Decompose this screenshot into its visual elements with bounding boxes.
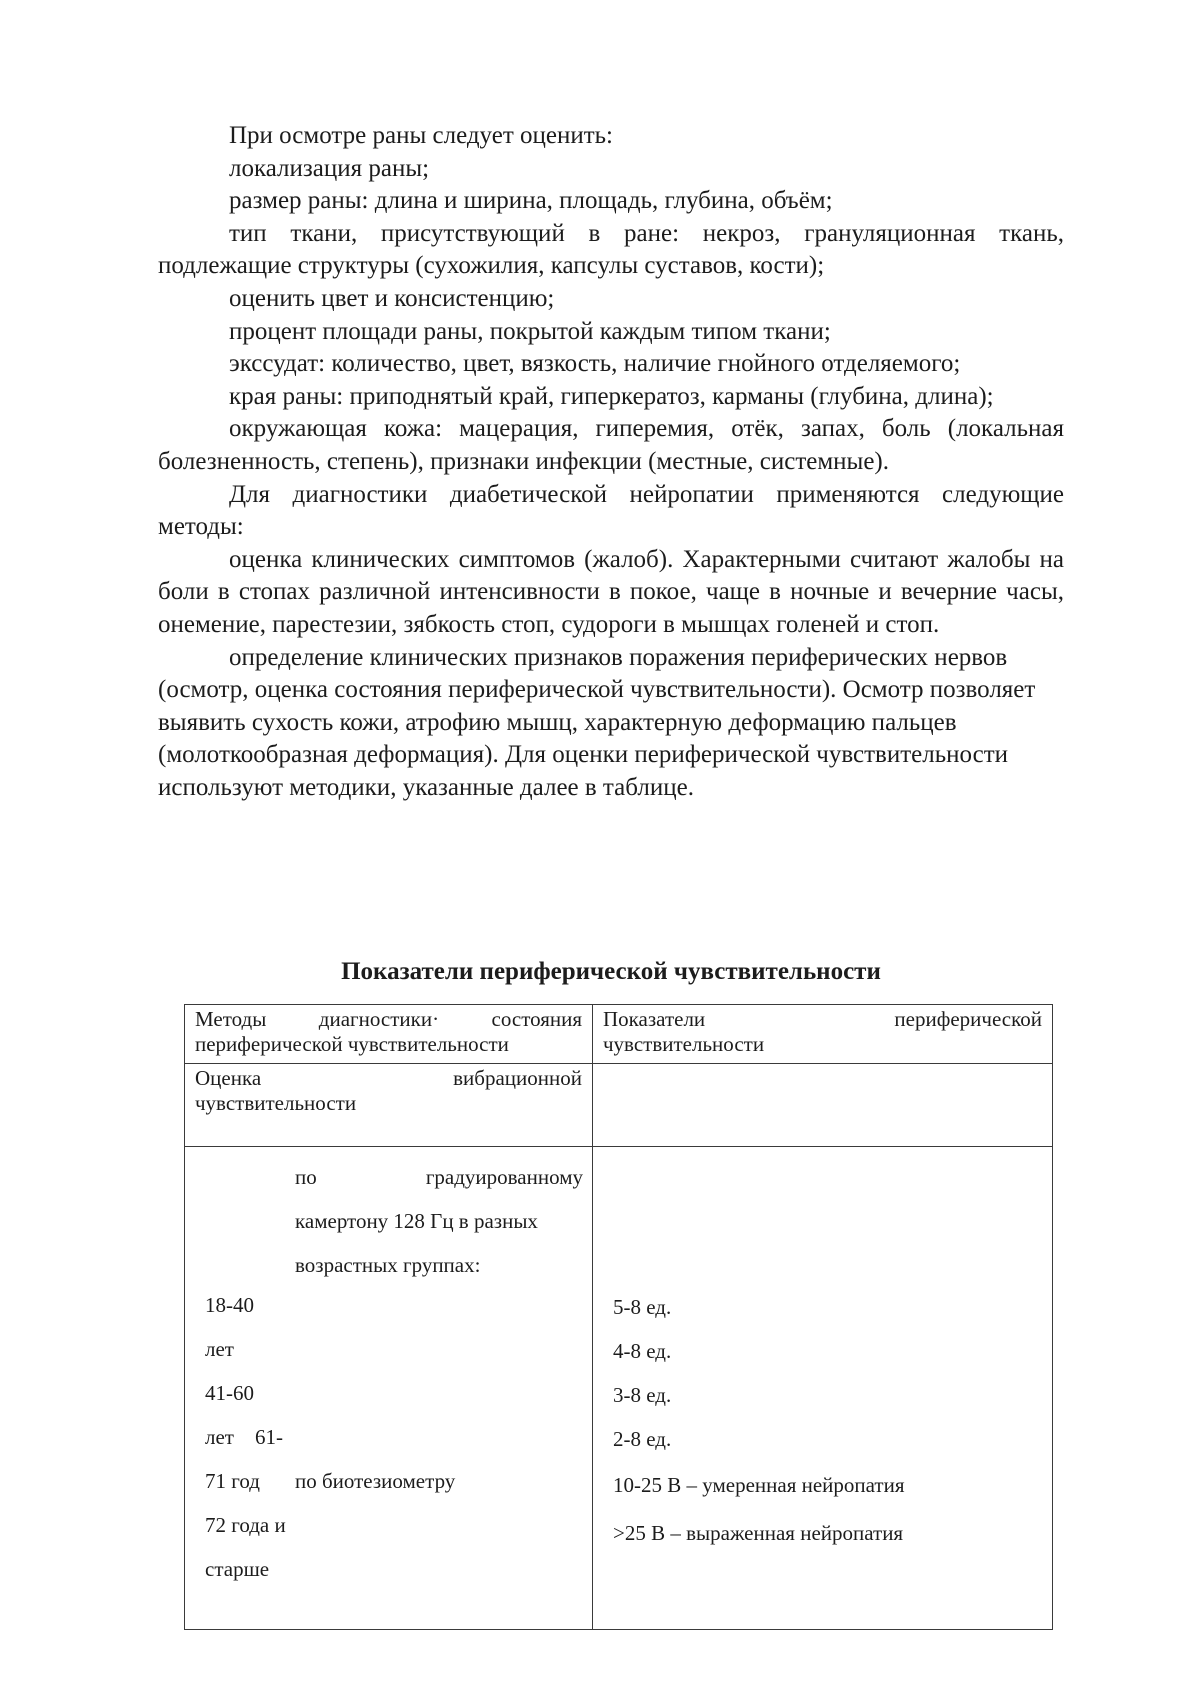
vibration-cell xyxy=(185,1064,593,1147)
value-text: 10-25 В – умеренная нейропатия xyxy=(613,1473,905,1497)
paragraph: определение клинических признаков поражения периферических нервов (осмотр, оценка состояния периферической чувствительности). Осмотр позволяет выявить сухость кожи, атрофию мышц, характерную деформацию пальцев (молоткообразная деформация). Для оценки периферической чувствительности используют методики, указанные далее в таблице. xyxy=(158,643,1036,801)
table-row xyxy=(185,1064,1053,1147)
paragraph: процент площади раны, покрытой каждым типом ткани; xyxy=(229,317,831,345)
vibration-line: чувствительности xyxy=(195,1091,357,1115)
tuning-fork-text xyxy=(295,1155,583,1287)
empty-cell xyxy=(593,1064,1053,1147)
age-group-text: 72 года и xyxy=(205,1513,286,1537)
value-text: >25 В – выраженная нейропатия xyxy=(613,1521,904,1545)
paragraph: оценить цвет и консистенцию; xyxy=(229,284,555,312)
paragraph: размер раны: длина и ширина, площадь, глубина, объём; xyxy=(229,187,833,215)
value-text: 2-8 ед. xyxy=(613,1427,672,1451)
header-methods-line: Методы диагностики· состояния xyxy=(195,1007,582,1031)
header-indicators-cell xyxy=(593,1005,1053,1064)
tuning-fork-line: камертону 128 Гц в разных xyxy=(295,1209,538,1233)
table-title: Показатели периферической чувствительности xyxy=(341,958,881,985)
header-methods-line: периферической чувствительности xyxy=(195,1032,509,1056)
age-group-text: лет xyxy=(205,1337,234,1361)
age-group-text: лет 61- xyxy=(205,1425,283,1449)
biothesiometer-text: по биотезиометру xyxy=(295,1469,456,1493)
header-methods-cell xyxy=(185,1005,593,1064)
paragraph: Для диагностики диабетической нейропатии применяются следующие методы: xyxy=(158,480,1064,541)
paragraph: окружающая кожа: мацерация, гиперемия, отёк, запах, боль (локальная болезненность, степень), признаки инфекции (местные, системные). xyxy=(158,415,1064,475)
paragraph: экссудат: количество, цвет, вязкость, наличие гнойного отделяемого; xyxy=(229,350,961,378)
sensitivity-table xyxy=(184,1004,1053,1630)
vibration-line: Оценка вибрационной xyxy=(195,1066,582,1090)
age-group-text: 71 год xyxy=(205,1469,260,1493)
paragraph: тип ткани, присутствующий в ране: некроз, грануляционная ткань, подлежащие структуры (сухожилия, капсулы суставов, кости); xyxy=(158,219,1064,280)
paragraph: локализация раны; xyxy=(229,154,430,182)
age-group-text: старше xyxy=(205,1557,270,1581)
values-cell xyxy=(593,1147,1053,1630)
tuning-fork-line: по градуированному xyxy=(295,1165,583,1189)
tuning-fork-line: возрастных группах: xyxy=(295,1253,481,1277)
header-indicators-line: Показатели периферической xyxy=(603,1007,1042,1031)
paragraph: края раны: приподнятый край, гиперкератоз, карманы (глубина, длина); xyxy=(229,382,994,410)
paragraph: При осмотре раны следует оценить: xyxy=(229,122,613,149)
header-indicators-line: чувствительности xyxy=(603,1032,765,1056)
table-row xyxy=(185,1147,1053,1630)
age-group-text: 41-60 xyxy=(205,1381,254,1405)
value-text: 3-8 ед. xyxy=(613,1383,672,1407)
body-text xyxy=(158,120,1064,804)
table-header-row xyxy=(185,1005,1053,1064)
methods-detail-cell xyxy=(185,1147,593,1630)
paragraph: оценка клинических симптомов (жалоб). Характерными считают жалобы на боли в стопах различной интенсивности в покое, чаще в ночные и вечерние часы, онемение, парестезии, зябкость стоп, судороги в мышцах голеней и стоп. xyxy=(158,545,1064,638)
age-group-text: 18-40 xyxy=(205,1293,254,1317)
value-text: 5-8 ед. xyxy=(613,1295,672,1319)
value-text: 4-8 ед. xyxy=(613,1339,672,1363)
